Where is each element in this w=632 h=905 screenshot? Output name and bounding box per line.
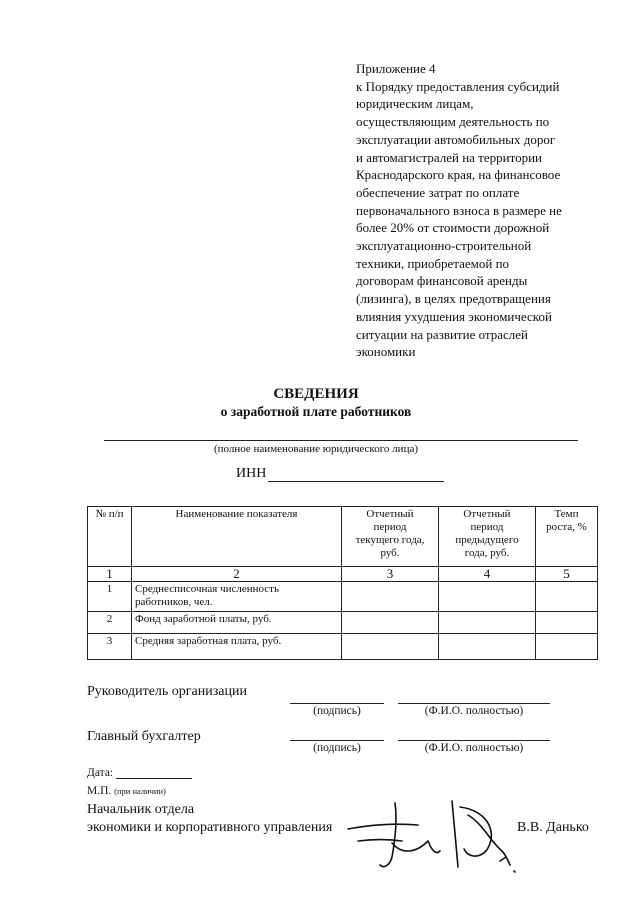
table-header-row <box>88 507 598 567</box>
date-label: Дата: <box>87 767 114 779</box>
stamp-row <box>87 785 166 797</box>
row-name-line: Фонд заработной платы, руб. <box>135 613 272 625</box>
column-number: 3 <box>342 567 439 582</box>
cell-previous <box>439 582 536 612</box>
inn-field-line <box>268 467 444 482</box>
appendix-line: техники, приобретаемой по <box>356 255 510 271</box>
cell-previous <box>439 634 536 660</box>
header-line: Темп <box>554 508 579 520</box>
column-number: 5 <box>536 567 598 582</box>
organization-name-line <box>104 440 578 441</box>
header-current <box>342 507 439 567</box>
appendix-line: договорам финансовой аренды <box>356 273 528 289</box>
cell-current <box>342 612 439 634</box>
header-line: период <box>373 521 407 533</box>
appendix-line: Краснодарского края, на финансовое <box>356 167 561 183</box>
header-line: руб. <box>380 547 400 559</box>
row-num: 1 <box>88 582 132 612</box>
accountant-fio-line <box>398 740 550 741</box>
appendix-line: к Порядку предоставления субсидий <box>356 78 560 94</box>
head-position-line-1: Начальник отдела <box>87 802 195 817</box>
row-name <box>132 634 342 660</box>
head-position-line-2: экономики и корпоративного управления <box>87 820 333 835</box>
appendix-line: первоначального взноса в размере не <box>356 202 562 218</box>
header-line: года, руб. <box>464 547 510 559</box>
row-name-line: Средняя заработная плата, руб. <box>135 635 282 647</box>
row-name-line: Среднесписочная численность <box>135 583 280 595</box>
inn-label: ИНН <box>236 466 267 481</box>
appendix-line: обеспечение затрат по оплате <box>356 184 520 200</box>
head-name: В.В. Данько <box>517 820 589 835</box>
appendix-note <box>356 60 618 361</box>
appendix-line: влияния ухудшения экономической <box>356 308 552 324</box>
appendix-line: Приложение 4 <box>356 61 436 76</box>
cell-current <box>342 634 439 660</box>
row-name-line: работников, чел. <box>135 596 213 608</box>
organization-name-caption: (полное наименование юридического лица) <box>213 443 418 455</box>
inn-row <box>236 466 444 482</box>
appendix-line: юридическим лицам, <box>356 96 474 112</box>
row-name <box>132 582 342 612</box>
appendix-line: эксплуатации автомобильных дорог <box>356 131 556 147</box>
salary-table <box>87 506 598 660</box>
accountant-label: Главный бухгалтер <box>87 729 201 744</box>
appendix-line: (лизинга), в целях предотвращения <box>356 291 551 307</box>
cell-growth <box>536 634 598 660</box>
table-column-numbers-row <box>88 567 598 582</box>
stamp-note: (при наличии) <box>114 786 166 796</box>
director-signature-caption: (подпись) <box>313 705 361 717</box>
accountant-signature-caption: (подпись) <box>313 742 361 754</box>
director-fio-caption: (Ф.И.О. полностью) <box>424 705 524 717</box>
header-previous <box>439 507 536 567</box>
table-row <box>88 582 598 612</box>
cell-growth <box>536 612 598 634</box>
handwritten-signature-icon <box>340 795 520 875</box>
date-row <box>87 766 192 779</box>
row-name <box>132 612 342 634</box>
header-num: № п/п <box>88 507 132 567</box>
appendix-line: и автомагистралей на территории <box>356 149 543 165</box>
header-line: предыдущего <box>455 534 519 546</box>
column-number: 4 <box>439 567 536 582</box>
document-subtitle: о заработной плате работников <box>220 404 412 419</box>
table-row <box>88 612 598 634</box>
header-name: Наименование показателя <box>132 507 342 567</box>
cell-previous <box>439 612 536 634</box>
document-title: СВЕДЕНИЯ <box>273 386 359 402</box>
cell-growth <box>536 582 598 612</box>
appendix-line: более 20% от стоимости дорожной <box>356 220 550 236</box>
header-growth <box>536 507 598 567</box>
stamp-label: М.П. <box>87 785 112 797</box>
director-fio-line <box>398 703 550 704</box>
appendix-line: эксплуатационно-строительной <box>356 238 532 254</box>
appendix-line: осуществляющим деятельность по <box>356 114 550 130</box>
header-line: Отчетный <box>366 508 414 520</box>
appendix-line: экономики <box>356 344 416 360</box>
row-num: 2 <box>88 612 132 634</box>
accountant-fio-caption: (Ф.И.О. полностью) <box>424 742 524 754</box>
column-number: 1 <box>88 567 132 582</box>
accountant-signature-line <box>290 740 384 741</box>
director-signature-line <box>290 703 384 704</box>
director-label: Руководитель организации <box>87 684 247 699</box>
header-line: текущего года, <box>355 534 425 546</box>
header-line: период <box>470 521 504 533</box>
table-row <box>88 634 598 660</box>
date-field-line <box>116 766 192 779</box>
row-num: 3 <box>88 634 132 660</box>
header-line: роста, % <box>546 521 587 533</box>
column-number: 2 <box>132 567 342 582</box>
header-line: Отчетный <box>463 508 511 520</box>
cell-current <box>342 582 439 612</box>
appendix-line: ситуации на развитие отраслей <box>356 326 529 342</box>
